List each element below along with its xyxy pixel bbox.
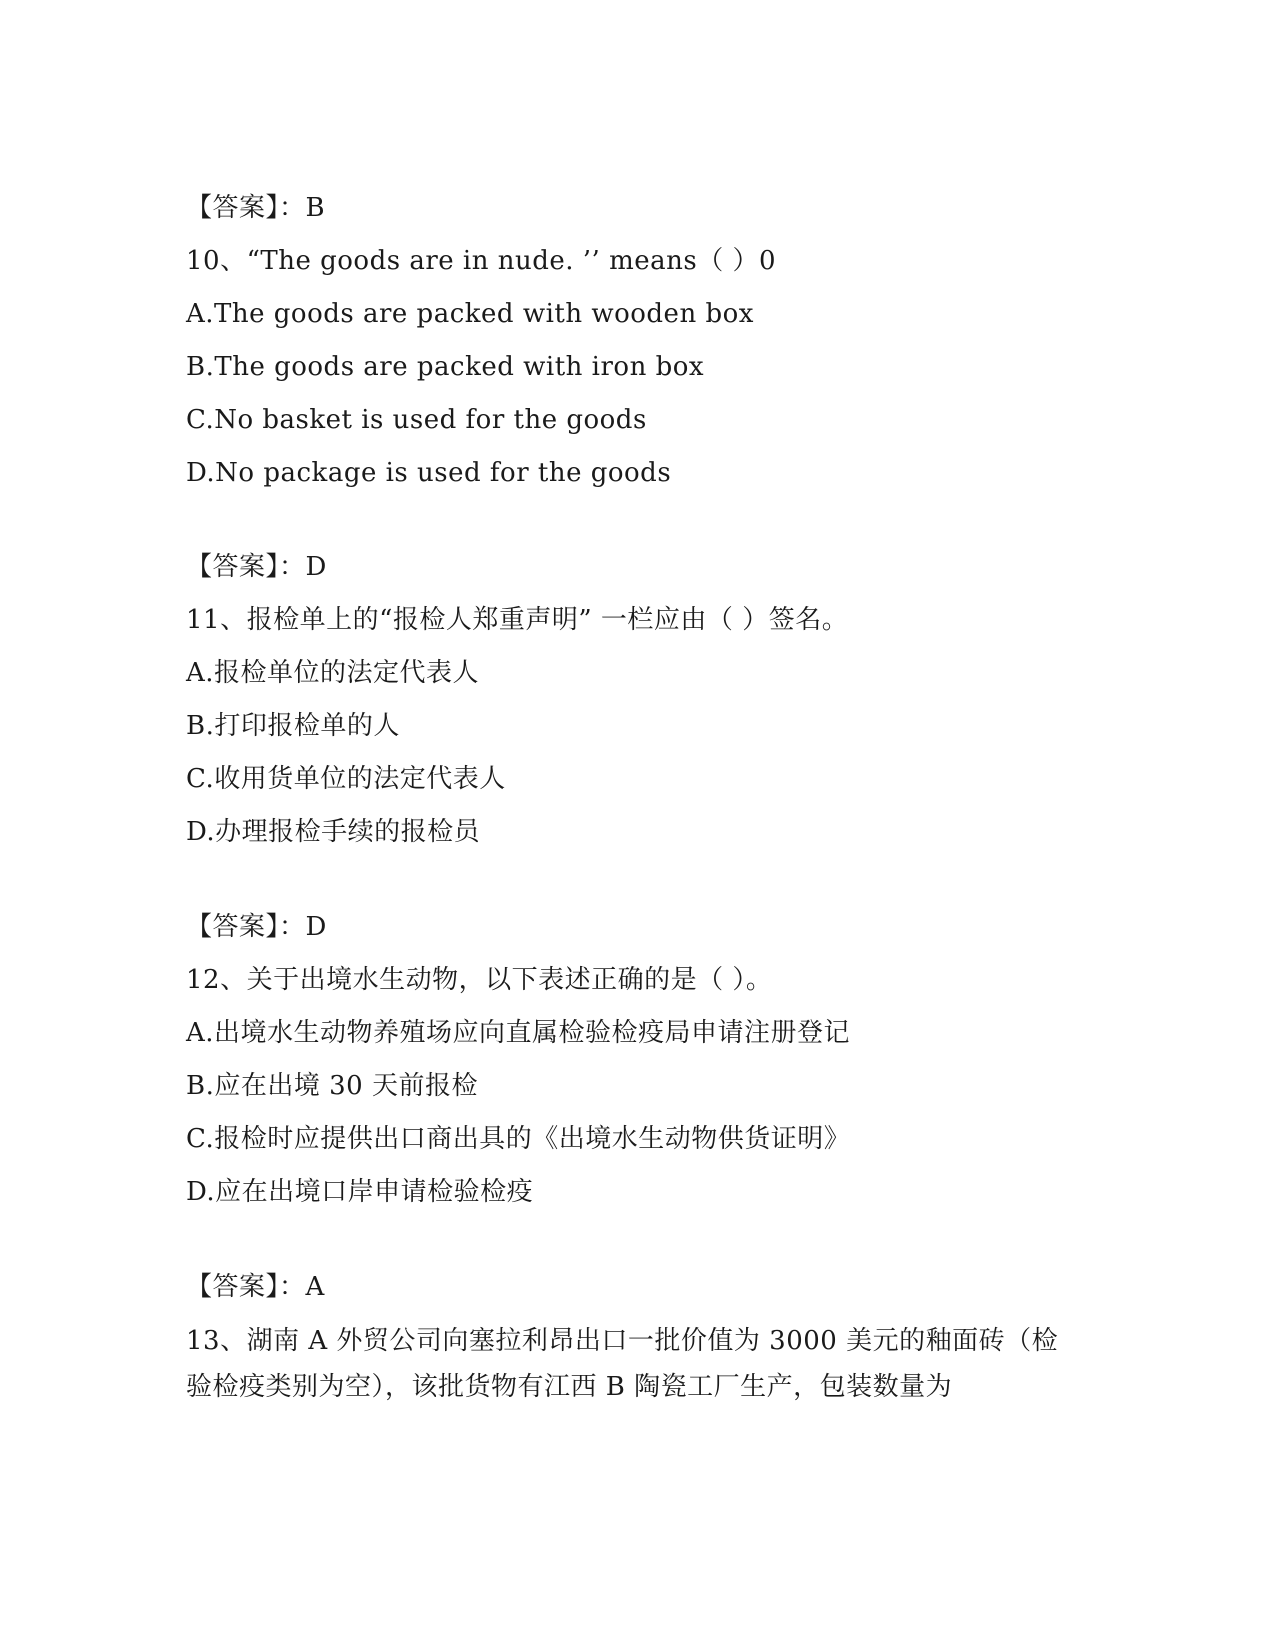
answer-line: 【答案】：A xyxy=(186,1272,325,1302)
option-11-a: A.报检单位的法定代表人 xyxy=(186,658,480,688)
option-12-a: A.出境水生动物养殖场应向直属检验检疫局申请注册登记 xyxy=(186,1018,851,1048)
answer-line: 【答案】：D xyxy=(186,552,327,582)
option-10-c: C.No basket is used for the goods xyxy=(186,405,647,435)
answer-line: 【答案】：B xyxy=(186,193,326,223)
option-12-b: B.应在出境 30 天前报检 xyxy=(186,1071,478,1101)
option-11-c: C.收用货单位的法定代表人 xyxy=(186,764,506,794)
option-10-b: B.The goods are packed with iron box xyxy=(186,352,705,382)
question-13: 13、湖南 A 外贸公司向塞拉利昂出口一批价值为 3000 美元的釉面砖（检验检疫类别为空），该批货物有江西 B 陶瓷工厂生产，包装数量为 xyxy=(186,1326,1059,1402)
option-10-a: A.The goods are packed with wooden box xyxy=(186,299,754,329)
question-12: 12、关于出境水生动物，以下表述正确的是（ ）。 xyxy=(186,965,773,995)
option-12-c: C.报检时应提供出口商出具的《出境水生动物供货证明》 xyxy=(186,1124,851,1154)
question-11: 11、报检单上的“报检人郑重声明” 一栏应由（ ）签名。 xyxy=(186,605,849,635)
answer-line: 【答案】：D xyxy=(186,912,327,942)
option-12-d: D.应在出境口岸申请检验检疫 xyxy=(186,1177,534,1207)
question-10: 10、“The goods are in nude. ’’ means（ ）0 xyxy=(186,246,777,276)
option-10-d: D.No package is used for the goods xyxy=(186,458,672,488)
option-11-b: B.打印报检单的人 xyxy=(186,711,400,741)
option-11-d: D.办理报检手续的报检员 xyxy=(186,817,481,847)
